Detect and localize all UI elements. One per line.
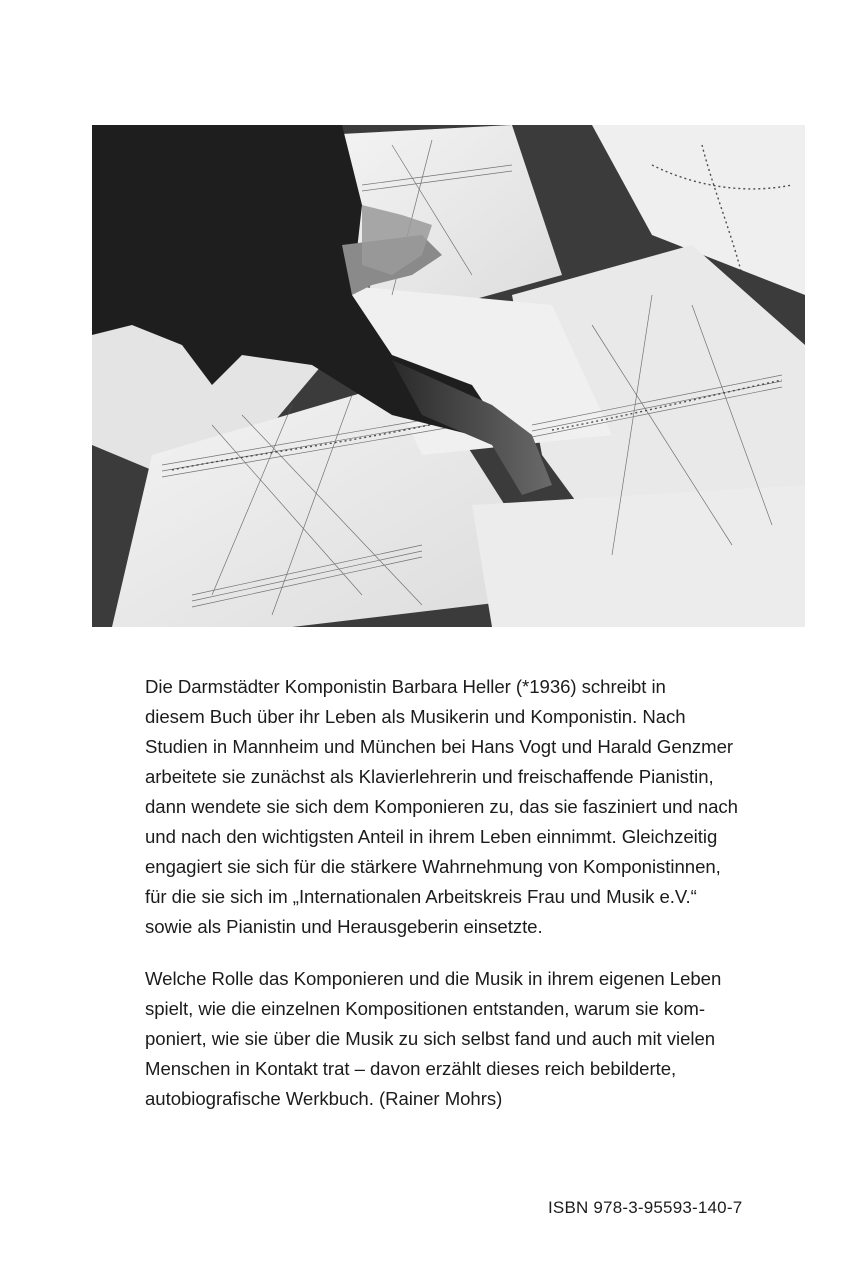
text-line: autobiografische Werkbuch. (Rainer Mohrs) — [145, 1088, 503, 1109]
text-line: und nach den wichtigsten Anteil in ihrem Leben einnimmt. Gleichzeitig — [145, 826, 718, 847]
text-line: für die sie sich im „Internationalen Arbeitskreis Frau und Musik e.V.“ — [145, 886, 697, 907]
text-line: diesem Buch über ihr Leben als Musikerin und Komponistin. Nach — [145, 706, 686, 727]
text-line: Die Darmstädter Komponistin Barbara Heller (*1936) schreibt in — [145, 676, 666, 697]
text-line: Welche Rolle das Komponieren und die Musik in ihrem eigenen Leben — [145, 968, 722, 989]
text-line: spielt, wie die einzelnen Kompositionen entstanden, warum sie kom- — [145, 998, 705, 1019]
text-line: Studien in Mannheim und München bei Hans Vogt und Harald Genzmer — [145, 736, 734, 757]
text-line: sowie als Pianistin und Herausgeberin einsetzte. — [145, 916, 543, 937]
isbn-number: ISBN 978-3-95593-140-7 — [548, 1198, 743, 1217]
text-line: arbeitete sie zunächst als Klavierlehrerin und freischaffende Pianistin, — [145, 766, 714, 787]
blurb-text — [145, 672, 785, 1136]
photo-illustration — [92, 125, 805, 627]
text-line: engagiert sie sich für die stärkere Wahrnehmung von Komponistinnen, — [145, 856, 721, 877]
blurb-paragraph-2 — [145, 964, 785, 1114]
blurb-paragraph-1 — [145, 672, 785, 942]
text-line: dann wendete sie sich dem Komponieren zu, das sie fasziniert und nach — [145, 796, 738, 817]
text-line: poniert, wie sie über die Musik zu sich selbst fand und auch mit vielen — [145, 1028, 716, 1049]
text-line: Menschen in Kontakt trat – davon erzählt dieses reich bebilderte, — [145, 1058, 677, 1079]
cover-photo — [92, 125, 805, 627]
